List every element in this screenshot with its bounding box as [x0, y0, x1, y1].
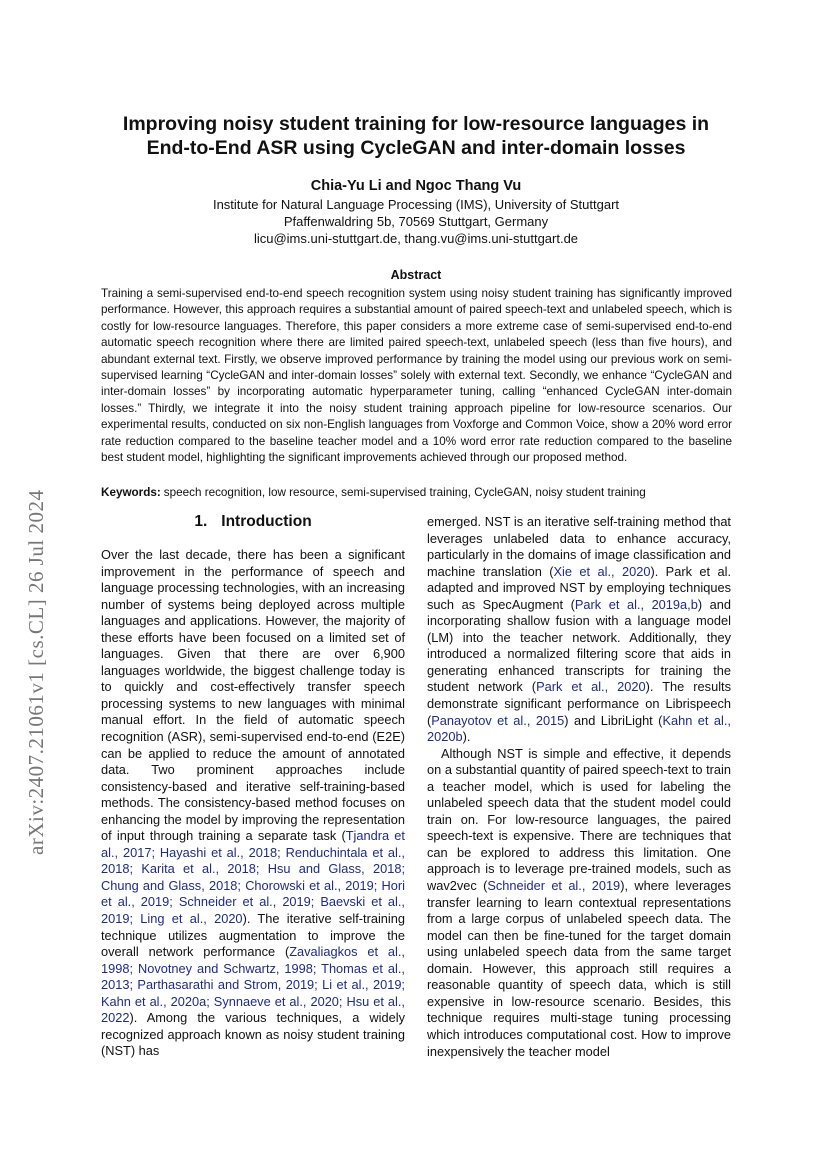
- authors: Chia-Yu Li and Ngoc Thang Vu: [310, 178, 522, 194]
- paragraph-text: emerged. NST is an iterative self-training method that leverages unlabeled data to enhance accuracy, particularly in the domains of image classification and machine translation (: [427, 514, 731, 579]
- paragraph-text: ) and incorporating shallow fusion with a language model (LM) into the teacher network. Additionally, they introduced a normalized filtering score that aids in generating enhanced transcripts for training the student network (: [427, 596, 731, 695]
- section-heading: [101, 513, 405, 531]
- intro-paragraph-1: [101, 547, 405, 1060]
- affiliation-address: Pfaffenwaldring 5b, 70569 Stuttgart, Germany: [283, 214, 549, 229]
- affiliation: [100, 196, 732, 247]
- paragraph-text: ). Park et al. adapted and improved NST by employing techniques such as SpecAugment (: [427, 563, 732, 612]
- paragraph-text: ). Among the various techniques, a widely recognized approach known as noisy student training (NST) has: [101, 1010, 405, 1059]
- affiliation-emails: licu@ims.uni-stuttgart.de, thang.vu@ims.uni-stuttgart.de: [253, 231, 579, 246]
- citation-link[interactable]: Schneider et al., 2019: [487, 878, 621, 894]
- abstract-text: Training a semi-supervised end-to-end speech recognition system using noisy student training has significantly improved performance. However, this approach requires a substantial amount of paired speech-text and unlabeled speech, which is costly for low-resource languages. Therefore, this paper considers a more extreme case of semi-supervised end-to-end automatic speech recognition where there are limited paired speech-text, unlabeled speech (less than five hours), and abundant external text. Firstly, we observe improved performance by training the model using our previous work on semi-supervised learning “CycleGAN and inter-domain losses” solely with external text. Secondly, we enhance “CycleGAN and inter-domain losses” by incorporating automatic hyperparameter tuning, calling “enhanced CycleGAN inter-domain losses.” Thirdly, we integrate it into the noisy student training approach pipeline for low-resource scenarios. Our experimental results, conducted on six non-English languages from Voxforge and Common Voice, show a 20% word error rate reduction compared to the baseline teacher model and a 10% word error rate reduction compared to the baseline best student model, highlighting the significant improvements achieved through our proposed method.: [101, 287, 732, 465]
- intro-column-right: [427, 514, 731, 1060]
- section-number: 1.: [194, 513, 208, 530]
- keywords: [101, 485, 732, 501]
- paper-title: [100, 112, 732, 160]
- keywords-list: speech recognition, low resource, semi-supervised training, CycleGAN, noisy student training: [163, 486, 646, 499]
- section-title: Introduction: [221, 513, 312, 530]
- citation-link[interactable]: Park et al., 2020: [536, 679, 646, 695]
- intro-paragraph-2: [427, 514, 731, 746]
- citation-link[interactable]: Tjandra et al., 2017; Hayashi et al., 2018; Renduchintala et al., 2018; Karita et al., 2018; Hsu and Glass, 2018; Chung and Glass, 2018; Chorowski et al., 2019; Hori et al., 2019; Schneider et al., 2019; Baevski et al., 2019; Ling et al., 2020: [101, 828, 405, 927]
- arxiv-identifier: arXiv:2407.21061v1 [cs.CL] 26 Jul 2024: [24, 489, 48, 855]
- intro-column-left: [101, 547, 405, 1060]
- citation-link[interactable]: Xie et al., 2020: [553, 563, 651, 579]
- citation-link[interactable]: Kahn et al., 2020b: [427, 712, 731, 745]
- intro-paragraph-3: [427, 746, 731, 1060]
- paragraph-text: Over the last decade, there has been a significant improvement in the performance of speech and language processing technologies, with an increasing number of systems being deployed across multiple languages and applications. However, the majority of these efforts have been focused on a limited set of languages. Given that there are over 6,900 languages worldwide, the biggest challenge today is to quickly and cost-effectively transfer speech processing systems to new languages with minimal manual effort. In the field of automatic speech recognition (ASR), semi-supervised end-to-end (E2E) can be applied to reduce the amount of annotated data. Two prominent approaches include consistency-based and iterative self-training-based methods. The consistency-based method focuses on enhancing the model by improving the representation of input through training a separate task (: [101, 547, 405, 844]
- citation-link[interactable]: Panayotov et al., 2015: [431, 712, 565, 728]
- keywords-label: Keywords:: [101, 486, 161, 499]
- abstract-heading: Abstract: [390, 268, 442, 282]
- paragraph-text: ).: [462, 729, 471, 745]
- title-line-2: End-to-End ASR using CycleGAN and inter-domain losses: [146, 137, 686, 159]
- paragraph-text: ), where leverages transfer learning to learn contextual representations from a large corpus of unlabeled speech data. The model can then be fine-tuned for the target domain using unlabeled speech data from the same target domain. However, this approach still requires a reasonable quantity of speech data, which is still expensive in low-resource scenario. Besides, this technique requires multi-stage tuning processing which introduces computational cost. How to improve inexpensively the teacher model: [427, 878, 731, 1059]
- citation-link[interactable]: Zavaliagkos et al., 1998; Novotney and Schwartz, 1998; Thomas et al., 2013; Parthasarathi and Strom, 2019; Li et al., 2019; Kahn et al., 2020a; Synnaeve et al., 2020; Hsu et al., 2022: [101, 944, 405, 1026]
- paragraph-text: ). The results demonstrate significant performance on Librispeech (: [427, 679, 731, 728]
- paragraph-text: ). The iterative self-training technique utilizes augmentation to improve the overall network performance (: [101, 911, 405, 960]
- affiliation-institute: Institute for Natural Language Processing (IMS), University of Stuttgart: [212, 197, 620, 212]
- citation-link[interactable]: Park et al., 2019a,b: [574, 596, 698, 612]
- paragraph-text: ) and LibriLight (: [564, 712, 663, 728]
- paragraph-text: Although NST is simple and effective, it depends on a substantial quantity of paired speech-text to train a teacher model, which is used for labeling the unlabeled speech data that the student model could train on. For low-resource languages, the paired speech-text is expensive. There are techniques that can be explored to address this limitation. One approach is to leverage pre-trained models, such as wav2vec (: [427, 745, 731, 894]
- title-line-1: Improving noisy student training for low-resource languages in: [122, 113, 710, 135]
